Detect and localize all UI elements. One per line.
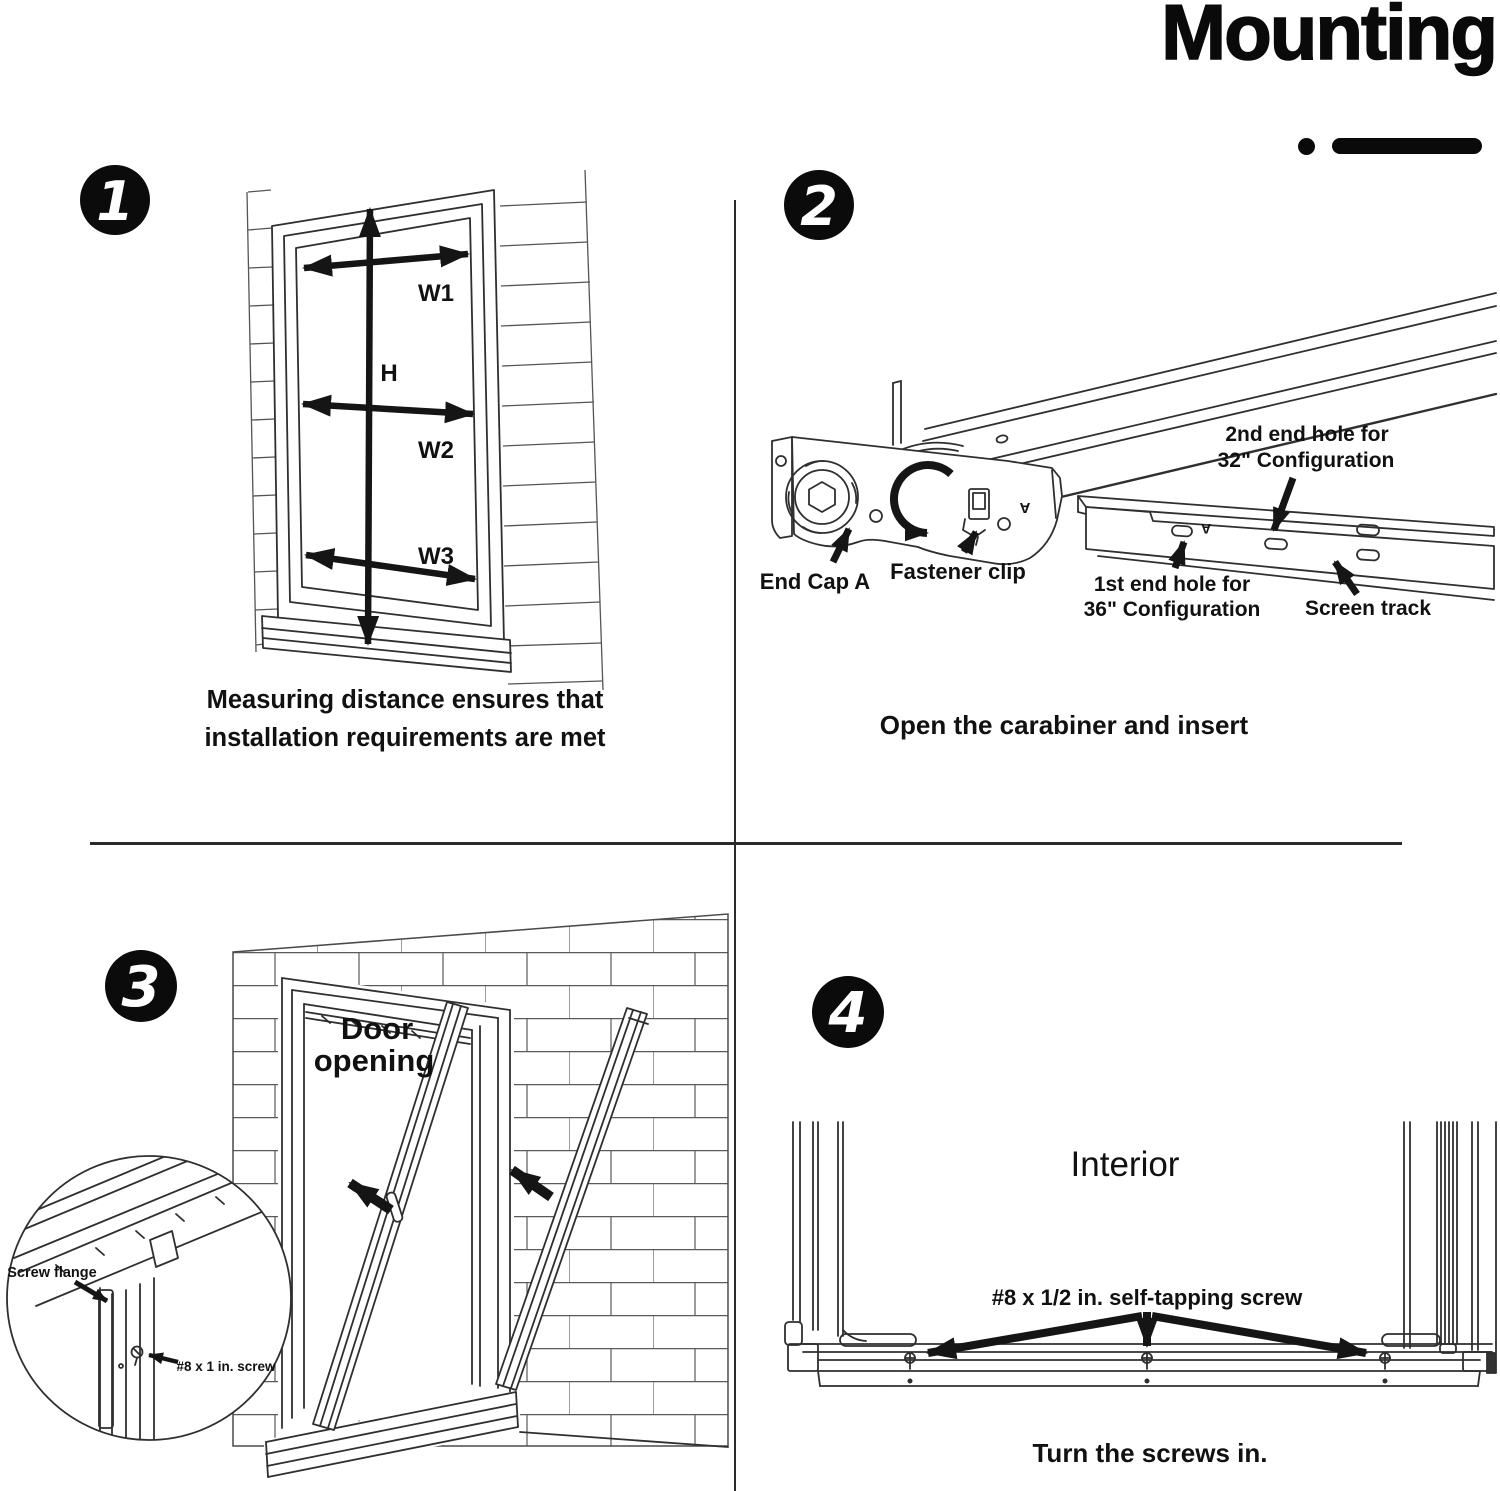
- dim-w3-label: W3: [418, 543, 454, 570]
- end-cap-label: End Cap A: [759, 569, 871, 594]
- dim-w2-label: W2: [418, 437, 454, 464]
- hole1-label-line2: 36" Configuration: [1083, 598, 1261, 621]
- screw-size-label: #8 x 1 in. screw: [176, 1359, 276, 1374]
- screw-icon: [1380, 1353, 1390, 1369]
- step1-badge: [80, 165, 150, 235]
- hole2-label-line2: 32" Configuration: [1217, 449, 1395, 472]
- screw-icon: [1142, 1353, 1152, 1369]
- self-tapping-screw-label: #8 x 1/2 in. self-tapping screw: [991, 1285, 1303, 1310]
- step3-number: 3: [121, 955, 161, 1020]
- dim-w1-label: W1: [418, 280, 454, 307]
- threshold-drawing: [788, 1334, 1496, 1386]
- step4-figure: [735, 843, 1500, 1491]
- step2-badge: [784, 170, 854, 240]
- screw-icon: [905, 1353, 915, 1369]
- screw-flange-label: Screw flange: [7, 1265, 97, 1281]
- hole2-label-line1: 2nd end hole for: [1225, 423, 1389, 446]
- step4-badge: [812, 976, 884, 1048]
- page-title: Mounting: [1161, 0, 1496, 76]
- step2-caption: Open the carabiner and insert: [879, 710, 1249, 740]
- dim-h-label: H: [380, 360, 398, 387]
- step1-figure: [0, 150, 735, 845]
- interior-label: Interior: [1070, 1145, 1180, 1184]
- step4-number: 4: [828, 981, 868, 1046]
- hole1-label-line1: 1st end hole for: [1093, 573, 1251, 596]
- step3-figure: [0, 843, 735, 1491]
- screw-fan-arrows: [928, 1312, 1366, 1353]
- step1-number: 1: [96, 170, 134, 233]
- screen-track-label: Screen track: [1304, 597, 1432, 620]
- step3-badge: [105, 950, 177, 1022]
- end-cap-drawing: [772, 437, 1062, 564]
- step1-caption-line2: installation requirements are met: [204, 724, 606, 752]
- door-opening-label-line2: opening: [313, 1043, 435, 1078]
- end-cap-a-mark: A: [1019, 499, 1031, 516]
- step4-caption: Turn the screws in.: [1032, 1438, 1268, 1468]
- door-opening-label-line1: Door: [340, 1011, 414, 1046]
- step1-caption-line1: Measuring distance ensures that: [206, 686, 604, 714]
- step2-number: 2: [800, 175, 838, 238]
- step2-figure: [735, 150, 1500, 843]
- track-a-mark: A: [1200, 521, 1212, 537]
- fastener-clip-label: Fastener clip: [890, 559, 1026, 584]
